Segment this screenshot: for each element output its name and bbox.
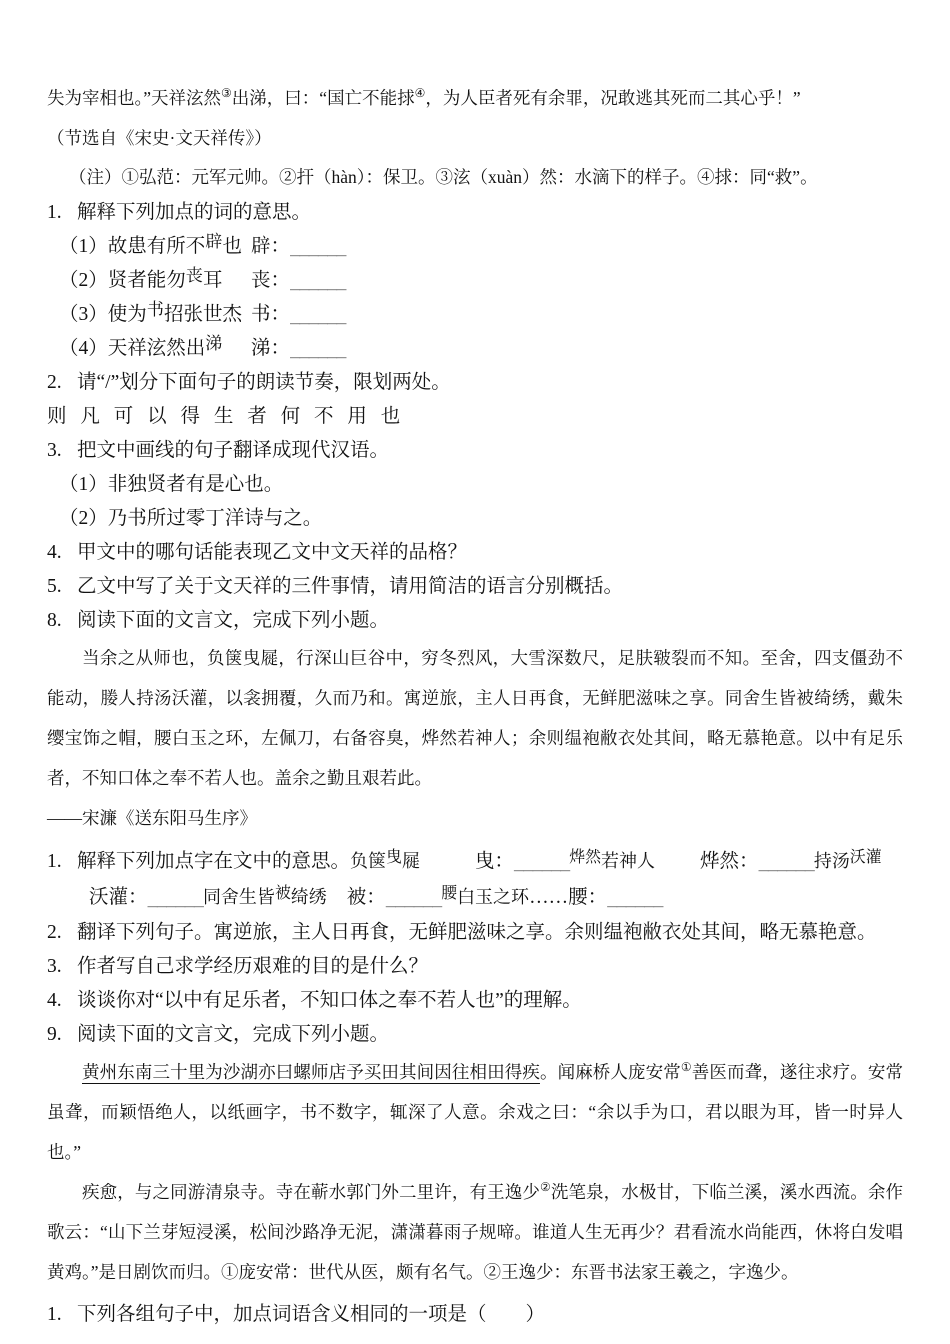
- quoted-phrase: 负箧: [350, 851, 387, 871]
- question-number: 2.: [47, 922, 62, 943]
- emphasized-char: 腰: [441, 885, 458, 902]
- emphasized-char: 被: [274, 885, 291, 902]
- emphasized-char: 丧: [185, 266, 203, 285]
- quoted-phrase: 也: [222, 236, 242, 257]
- question-8: [47, 604, 903, 638]
- question-number: 4.: [47, 542, 62, 563]
- quoted-phrase: 天祥泫然出: [107, 338, 206, 359]
- quoted-phrase: 招张世杰: [163, 304, 242, 325]
- question-number: 9.: [47, 1024, 62, 1045]
- item-label: （1）: [59, 236, 108, 257]
- answer-blank[interactable]: ______: [607, 888, 663, 908]
- passage-text: 失为宰相也。”天祥泫然: [47, 88, 222, 108]
- quoted-phrase: 白玉之环: [457, 887, 530, 907]
- answer-term: 曳：: [474, 851, 514, 872]
- quoted-phrase: 持汤: [813, 851, 850, 871]
- passage-yi-last-line: [47, 78, 903, 118]
- translate-item-2: [47, 502, 903, 536]
- footnote-marker-1: ①: [680, 1060, 692, 1074]
- answer-blank[interactable]: ______: [290, 339, 346, 359]
- word-item-1: [47, 230, 903, 264]
- question-text: 解释下列加点的词的意思。: [77, 202, 312, 223]
- answer-blank[interactable]: ______: [290, 271, 346, 291]
- question-8-2: [47, 916, 903, 950]
- passage-text: 洗笔泉，水极甘，下临兰溪，溪水西流。余作歌云：“山下兰芽短浸溪，松间沙路净无泥，潇潇暮雨子规啼。谁道人生无再少？君看流水尚能西，休将白发唱黄鸡。”是日剧饮而归。①庞安常：世代从医，颇有名气。②王逸少：东晋书法家王羲之，字逸少。: [47, 1182, 904, 1282]
- passage-attribution: ——宋濂《送东阳马生序》: [47, 808, 257, 828]
- passage-text: ，为人臣者死有余罪，况敢逃其死而二其心乎！”: [425, 88, 801, 108]
- question-text: 解释下列加点字在文中的意思。: [77, 851, 351, 872]
- question-8-3: [47, 950, 903, 984]
- quoted-phrase: 使为: [107, 304, 147, 325]
- question-number: 2.: [47, 372, 62, 393]
- word-item-4: [47, 332, 903, 366]
- underlined-sentence: 黄州东南三十里为沙湖亦曰螺师店予买田其间因往相田得疾: [82, 1062, 540, 1082]
- question-text: 甲文中的哪句话能表现乙文中文天祥的品格？: [77, 542, 468, 563]
- item-label: （2）: [59, 508, 108, 529]
- question-number: 4.: [47, 990, 62, 1011]
- answer-term: 丧：: [251, 270, 291, 291]
- item-label: （2）: [59, 270, 108, 291]
- item-text: 乃书所过零丁洋诗与之。: [107, 508, 323, 529]
- question-text: 阅读下面的文言文，完成下列小题。: [77, 1024, 390, 1045]
- passage-text: 。闻麻桥人庞安常: [539, 1062, 681, 1082]
- passage-shahu-p1: [47, 1052, 903, 1172]
- answer-blank[interactable]: ______: [513, 852, 570, 872]
- emphasized-char: 辟: [205, 232, 223, 251]
- rhythm-sentence: 则 凡 可 以 得 生 者 何 不 用 也: [47, 406, 402, 427]
- question-number: 5.: [47, 576, 62, 597]
- item-label: （3）: [59, 304, 108, 325]
- answer-blank[interactable]: ______: [290, 305, 346, 325]
- item-label: （4）: [59, 338, 108, 359]
- question-text: 作者写自己求学经历艰难的目的是什么？: [77, 956, 429, 977]
- answer-term: 被：: [346, 887, 386, 908]
- quoted-phrase: 屣: [401, 851, 420, 871]
- passage-text: 疾愈，与之同游清泉寺。寺在蕲水郭门外二里许，有王逸少: [82, 1182, 540, 1202]
- question-5: [47, 570, 903, 604]
- question-text: 阅读下面的文言文，完成下列小题。: [77, 610, 390, 631]
- passage-songdongyang: 当余之从师也，负箧曳屣，行深山巨谷中，穷冬烈风，大雪深数尺，足肤皲裂而不知。至舍，四支僵劲不能动，媵人持汤沃灌，以衾拥覆，久而乃和。寓逆旅，主人日再食，无鲜肥滋味之享。同舍生皆被绮绣，戴朱缨宝饰之帽，腰白玉之环，左佩刀，右备容臭，烨然若神人；余则缊袍敝衣处其间，略无慕艳意。以中有足乐者，不知口体之奉不若人也。盖余之勤且艰若此。: [47, 648, 903, 788]
- answer-term: 沃灌：: [89, 887, 148, 908]
- ellipsis: ……: [529, 887, 569, 908]
- emphasized-char: 烨然: [569, 849, 601, 866]
- answer-blank[interactable]: ______: [758, 852, 814, 872]
- question-number: 3.: [47, 440, 62, 461]
- question-9-1: [47, 1298, 903, 1332]
- answer-term: 烨然：: [699, 851, 759, 872]
- question-text: 乙文中写了关于文天祥的三件事情，请用简洁的语言分别概括。: [77, 576, 624, 597]
- question-number: 1.: [47, 1304, 62, 1325]
- question-8-4: [47, 984, 903, 1018]
- question-1: [47, 196, 903, 230]
- question-number: 3.: [47, 956, 62, 977]
- answer-blank[interactable]: ______: [290, 237, 346, 257]
- passage-source-line: （节选自《宋史·文天祥传》）: [47, 128, 272, 148]
- passage-text: 善医而聋，遂往求疗。安常虽聋，而颖悟绝人，以纸画字，书不数字，辄深了人意。余戏之曰：“余以手为口，君以眼为耳，皆一时异人也。”: [47, 1062, 904, 1162]
- question-number: 1.: [47, 202, 62, 223]
- answer-blank[interactable]: ______: [147, 888, 203, 908]
- question-text: 把文中画线的句子翻译成现代汉语。: [77, 440, 390, 461]
- question-3: [47, 434, 903, 468]
- answer-term: 涕：: [251, 338, 291, 359]
- translate-item-1: [47, 468, 903, 502]
- quoted-phrase: 贤者能勿: [107, 270, 186, 291]
- quoted-phrase: 若神人: [600, 851, 655, 871]
- footnote-marker-4: ④: [414, 86, 426, 100]
- quoted-phrase: 同舍生皆: [202, 887, 275, 907]
- answer-term: 辟：: [251, 236, 291, 257]
- quoted-phrase: 绮绣: [290, 887, 327, 907]
- item-text: 非独贤者有是心也。: [107, 474, 284, 495]
- passage-text: 出涕，曰：“国亡不能捄: [231, 88, 415, 108]
- question-text: 谈谈你对“以中有足乐者，不知口体之奉不若人也”的理解。: [77, 990, 582, 1011]
- quoted-phrase: 故患有所不: [107, 236, 206, 257]
- passage-notes-line: （注）①弘范：元军元帅。②扞（hàn）：保卫。③泫（xuàn）然：水滴下的样子。④捄：同“救”。: [69, 167, 818, 187]
- spacer: [327, 902, 347, 903]
- spacer: [47, 902, 89, 903]
- question-text: 下列各组句子中，加点词语含义相同的一项是（ ）: [77, 1304, 546, 1325]
- answer-term: 书：: [251, 304, 291, 325]
- spacer: [655, 866, 700, 867]
- word-item-3: [47, 298, 903, 332]
- answer-term: 腰：: [568, 887, 608, 908]
- emphasized-char: 书: [146, 300, 164, 319]
- question-9: [47, 1018, 903, 1052]
- question-number: 8.: [47, 610, 62, 631]
- question-text: 请“/”划分下面句子的朗读节奏，限划两处。: [77, 372, 451, 393]
- footnote-marker-3: ③: [221, 86, 232, 100]
- quoted-phrase: 耳: [202, 270, 223, 291]
- answer-blank[interactable]: ______: [385, 888, 442, 908]
- passage-shahu-p2: [47, 1172, 903, 1292]
- word-item-2: [47, 264, 903, 298]
- question-8-1: [47, 844, 903, 916]
- emphasized-char: 曳: [386, 849, 402, 866]
- item-label: （1）: [59, 474, 108, 495]
- question-4: [47, 536, 903, 570]
- question-text: 翻译下列句子。寓逆旅，主人日再食，无鲜肥滋味之享。余则缊袍敝衣处其间，略无慕艳意。: [77, 922, 877, 943]
- footnote-marker-2: ②: [539, 1180, 551, 1194]
- emphasized-char: 沃灌: [849, 849, 882, 866]
- question-number: 1.: [47, 851, 62, 872]
- question-2: [47, 366, 903, 400]
- emphasized-char: 涕: [205, 334, 223, 353]
- spacer: [420, 866, 475, 867]
